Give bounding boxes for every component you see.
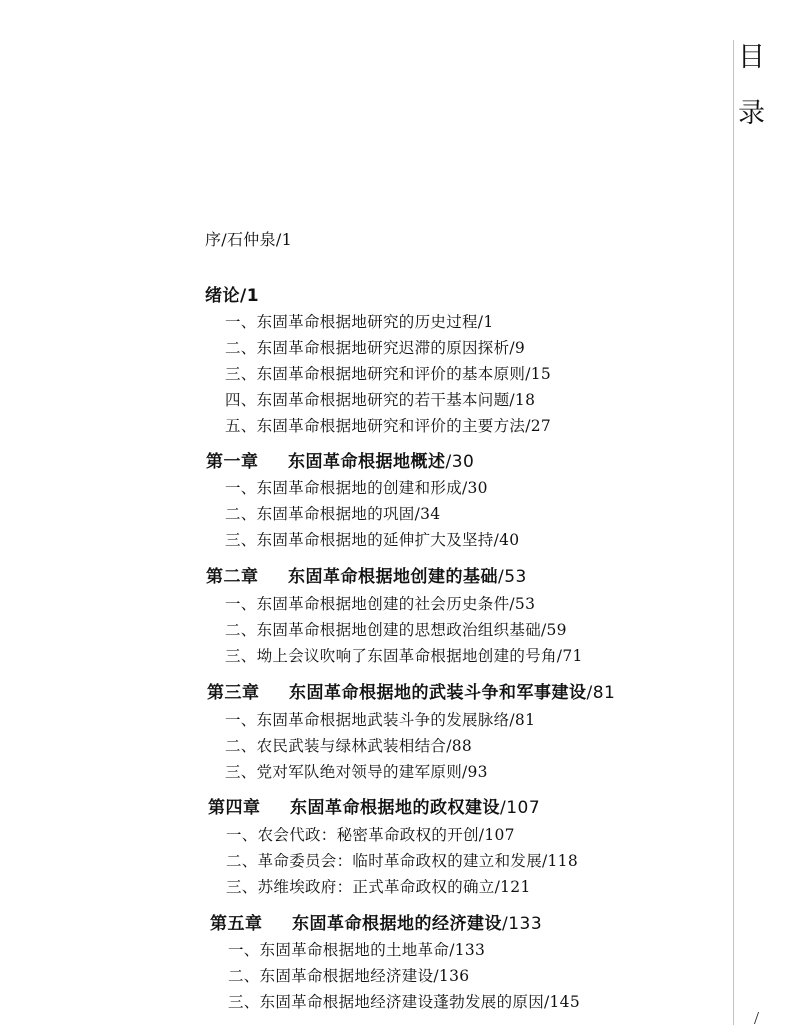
chapter-title: 东固革命根据地创建的基础 — [288, 567, 498, 587]
toc-chapter-heading[interactable] — [210, 909, 542, 934]
toc-chapter-item[interactable]: 二、农民武装与绿林武装相结合/88 — [225, 737, 473, 755]
chapter-page: /81 — [586, 683, 616, 703]
contents-title-char-2: 录 — [738, 98, 765, 129]
chapter-page: /107 — [500, 798, 541, 818]
chapter-label: 第四章 — [208, 798, 261, 818]
chapter-page: /30 — [445, 452, 475, 472]
toc-chapter-item[interactable]: 三、东固革命根据地的延伸扩大及坚持/40 — [225, 531, 520, 549]
toc-intro-heading[interactable]: 绪论/1 — [205, 286, 260, 306]
toc-chapter-heading[interactable] — [208, 793, 540, 818]
chapter-label: 第一章 — [206, 452, 259, 472]
toc-intro-item[interactable]: 四、东固革命根据地研究的若干基本问题/18 — [225, 391, 536, 409]
toc-chapter-item[interactable]: 二、东固革命根据地创建的思想政治组织基础/59 — [225, 621, 567, 639]
toc-chapter-item[interactable]: 一、农会代政：秘密革命政权的开创/107 — [226, 826, 515, 844]
chapter-label: 第三章 — [207, 683, 260, 703]
toc-intro-item[interactable]: 二、东固革命根据地研究迟滞的原因探析/9 — [225, 339, 526, 357]
contents-title-char-1: 目 — [738, 42, 765, 73]
toc-chapter-item[interactable]: 三、坳上会议吹响了东固革命根据地创建的号角/71 — [225, 647, 583, 665]
toc-intro-item[interactable]: 三、东固革命根据地研究和评价的基本原则/15 — [225, 365, 552, 383]
toc-preface[interactable]: 序/石仲泉/1 — [205, 230, 293, 249]
side-divider-line — [733, 40, 734, 1025]
toc-chapter-item[interactable]: 三、党对军队绝对领导的建军原则/93 — [225, 763, 488, 781]
toc-chapter-heading[interactable] — [206, 447, 474, 472]
toc-chapter-item[interactable]: 二、革命委员会：临时革命政权的建立和发展/118 — [226, 852, 579, 870]
toc-chapter-heading[interactable] — [207, 678, 615, 703]
toc-chapter-item[interactable]: 三、东固革命根据地经济建设蓬勃发展的原因/145 — [228, 993, 581, 1011]
toc-chapter-item[interactable]: 一、东固革命根据地的创建和形成/30 — [225, 479, 488, 497]
chapter-label: 第五章 — [210, 914, 263, 934]
chapter-title: 东固革命根据地概述 — [288, 452, 446, 472]
chapter-title: 东固革命根据地的政权建设 — [290, 798, 500, 818]
toc-chapter-item[interactable]: 一、东固革命根据地武装斗争的发展脉络/81 — [225, 711, 536, 729]
chapter-page: /133 — [502, 914, 543, 934]
toc-intro-item[interactable]: 五、东固革命根据地研究和评价的主要方法/27 — [225, 417, 552, 435]
toc-chapter-item[interactable]: 二、东固革命根据地的巩固/34 — [225, 505, 441, 523]
toc-chapter-item[interactable]: 一、东固革命根据地的土地革命/133 — [228, 941, 486, 959]
chapter-title: 东固革命根据地的武装斗争和军事建设 — [289, 683, 587, 703]
page-corner-mark: / — [754, 1008, 760, 1028]
chapter-page: /53 — [498, 567, 527, 587]
toc-chapter-heading[interactable] — [206, 562, 527, 587]
chapter-title: 东固革命根据地的经济建设 — [292, 914, 502, 934]
toc-chapter-item[interactable]: 一、东固革命根据地创建的社会历史条件/53 — [225, 595, 536, 613]
toc-intro-item[interactable]: 一、东固革命根据地研究的历史过程/1 — [225, 313, 494, 331]
chapter-label: 第二章 — [206, 567, 259, 587]
toc-chapter-item[interactable]: 三、苏维埃政府：正式革命政权的确立/121 — [226, 878, 531, 896]
toc-chapter-item[interactable]: 二、东固革命根据地经济建设/136 — [228, 967, 470, 985]
